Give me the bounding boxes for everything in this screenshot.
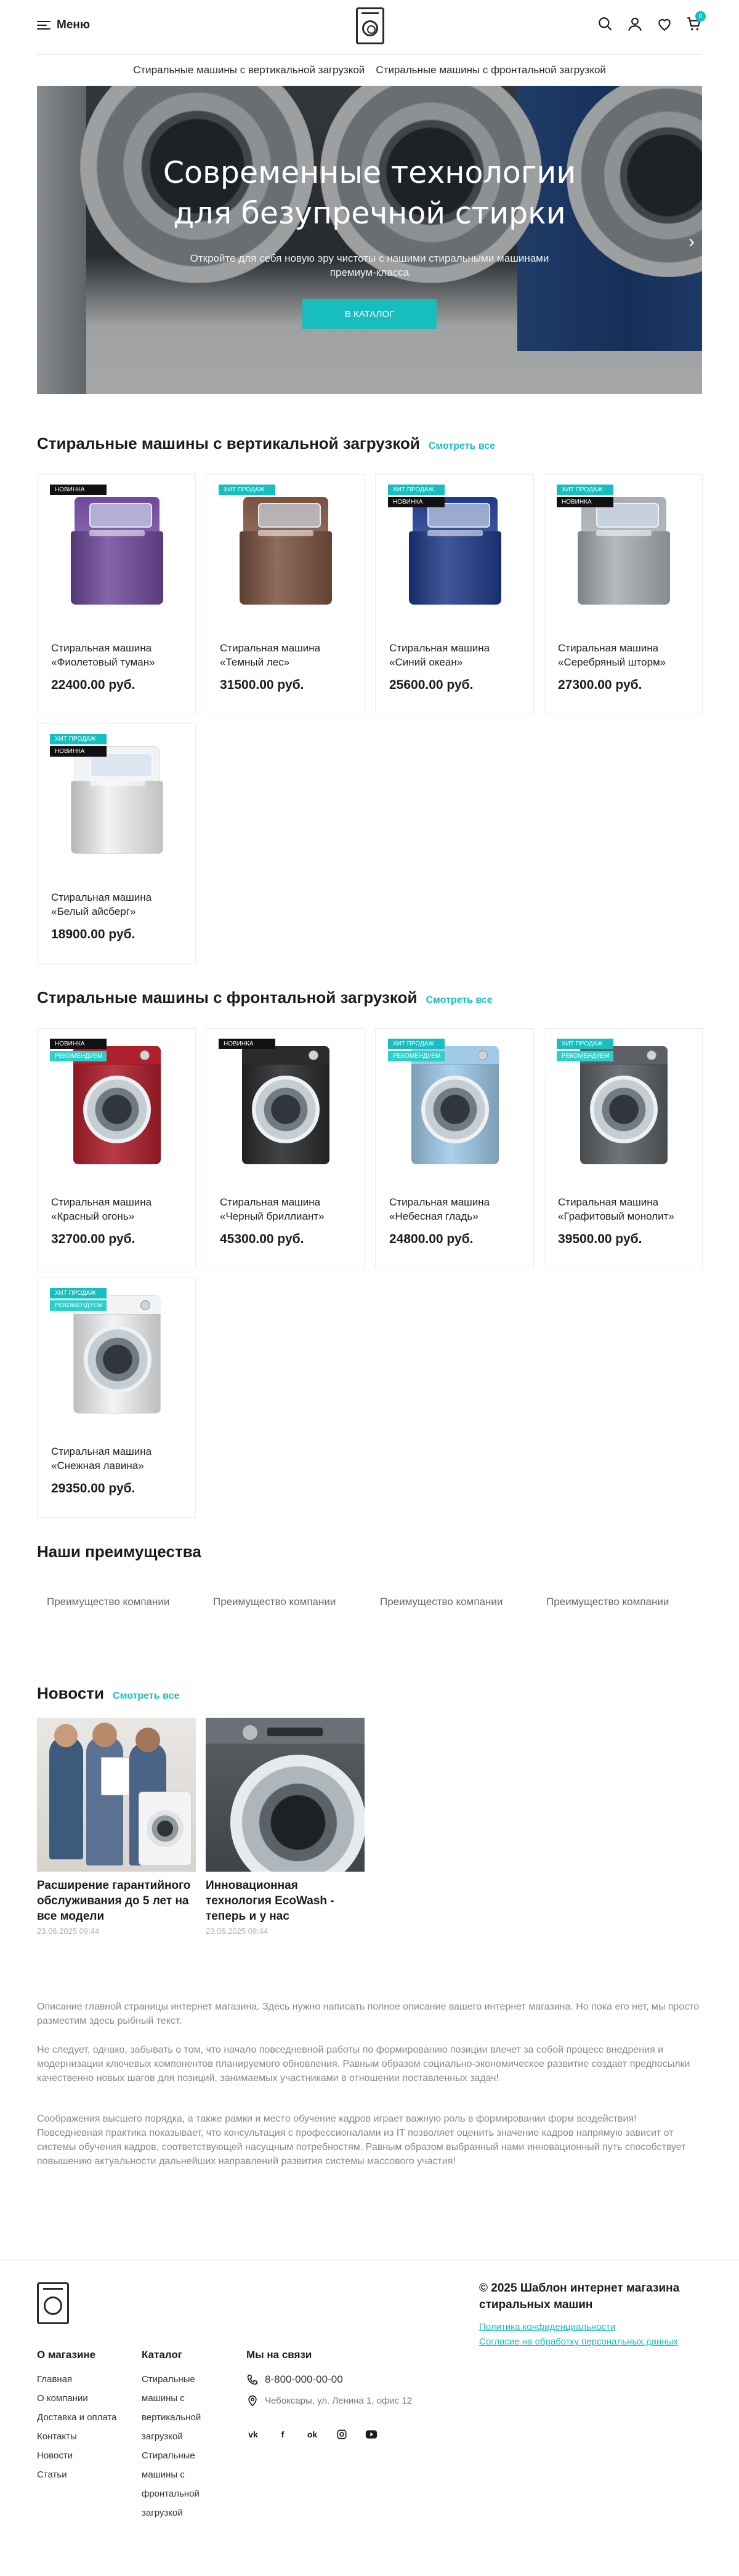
badge-hit: ХИТ ПРОДАЖ [219,485,275,495]
news-title: Новости Смотреть все [37,1684,180,1702]
news-photo [206,1718,365,1872]
cart-count-badge: 0 [695,11,706,22]
footer-link[interactable]: Статьи [37,2469,67,2480]
category-nav [37,54,702,86]
footer-logo[interactable] [37,2282,69,2324]
product-name[interactable]: Стиральная машина «Темный лес» [220,642,321,668]
product-name[interactable]: Стиральная машина «Черный бриллиант» [220,1196,325,1222]
badge-new: НОВИНКА [50,746,107,757]
product-price: 22400.00 руб. [51,678,135,692]
vertical-see-all-link[interactable]: Смотреть все [428,441,496,451]
product-image [38,724,195,878]
washing-machine-illustration [71,746,163,854]
badge-recommended: РЕКОМЕНДУЕМ [557,1051,613,1061]
washing-machine-illustration [411,1046,499,1164]
product-image [38,475,195,629]
product-image [376,1029,533,1183]
hero-banner [37,86,702,394]
search-icon[interactable] [597,16,613,32]
instagram-icon[interactable] [335,2428,349,2441]
vertical-section-title: Стиральные машины с вертикальной загрузкой Смотреть все [37,434,496,453]
washing-machine-illustration [242,1046,329,1164]
odnoklassniki-icon[interactable]: ok [307,2429,318,2439]
product-card[interactable] [375,1028,534,1268]
vk-icon[interactable]: vk [248,2429,258,2439]
product-price: 45300.00 руб. [220,1232,304,1246]
heart-icon[interactable] [656,16,672,32]
product-price: 27300.00 руб. [558,678,642,692]
menu-label: Меню [57,18,91,31]
footer-catalog-links [142,2370,209,2522]
product-image [544,1029,702,1183]
product-price: 24800.00 руб. [389,1232,474,1246]
location-icon [246,2394,259,2407]
footer-about-title: О магазине [37,2349,96,2361]
badge-hit: ХИТ ПРОДАЖ [388,1039,445,1049]
copyright: © 2025 Шаблон интернет магазина стиральных машин [479,2282,680,2311]
footer-link[interactable]: Новости [37,2450,73,2461]
badge-new: НОВИНКА [557,497,613,507]
news-item[interactable] [206,1718,365,1936]
product-name[interactable]: Стиральная машина «Белый айсберг» [51,892,152,917]
product-card[interactable] [37,1278,196,1518]
product-name[interactable]: Стиральная машина «Синий океан» [389,642,490,668]
product-price: 25600.00 руб. [389,678,474,692]
washing-machine-illustration [409,497,501,605]
privacy-link[interactable]: Политика конфиденциальности [479,2322,616,2332]
badge-hit: ХИТ ПРОДАЖ [50,1288,107,1298]
youtube-icon[interactable] [365,2428,378,2441]
product-image [206,1029,364,1183]
catalog-button[interactable]: В КАТАЛОГ [302,299,437,329]
cart-button[interactable] [686,13,703,32]
badge-new: НОВИНКА [388,497,445,507]
logo[interactable] [356,7,384,44]
product-name[interactable]: Стиральная машина «Снежная лавина» [51,1446,152,1471]
product-card[interactable] [37,1028,196,1268]
product-card[interactable] [375,474,534,714]
news-photo [37,1718,196,1872]
news-title-text: Расширение гарантийного обслуживания до 5 лет на все модели [37,1879,191,1923]
advantage-item: Преимущество компании [546,1596,669,1608]
facebook-icon[interactable]: f [281,2429,285,2439]
badge-recommended: РЕКОМЕНДУЕМ [50,1051,107,1061]
front-section-title: Стиральные машины с фронтальной загрузкой Смотреть все [37,988,493,1007]
badge-hit: ХИТ ПРОДАЖ [50,734,107,744]
user-icon[interactable] [627,16,643,32]
product-card[interactable] [37,723,196,964]
badge-hit: ХИТ ПРОДАЖ [557,1039,613,1049]
product-card[interactable] [544,474,703,714]
footer-link[interactable]: О компании [37,2393,88,2404]
product-price: 39500.00 руб. [558,1232,642,1246]
footer-about-links [37,2370,135,2484]
product-name[interactable]: Стиральная машина «Графитовый монолит» [558,1196,674,1222]
menu-button[interactable] [37,18,90,32]
description-paragraph: Описание главной страницы интернет магазина. Здесь нужно написать полное описание вашего интернет магазина. Но пока его нет, мы просто разместим здесь рыбный текст. [37,2002,700,2026]
footer-contacts-title: Мы на связи [246,2349,312,2361]
footer-address: Чебоксары, ул. Ленина 1, офис 12 [246,2394,412,2407]
washing-machine-illustration [578,497,670,605]
site-header [37,0,702,54]
washing-machine-illustration [73,1295,161,1414]
hero-title: Современные технологии для безупречной стирки [163,155,576,231]
advantage-item: Преимущество компании [47,1596,170,1608]
footer-catalog-title: Каталог [142,2349,182,2361]
product-card[interactable] [544,1028,703,1268]
consent-link[interactable]: Согласие на обработку персональных данных [479,2337,678,2347]
badge-new: НОВИНКА [50,485,107,495]
burger-icon [37,20,50,30]
badge-new: НОВИНКА [219,1039,275,1049]
product-card[interactable] [206,474,365,714]
news-title-text: Инновационная технология EcoWash - теперь и у нас [206,1879,334,1923]
washing-machine-illustration [73,1046,161,1164]
badge-new: НОВИНКА [50,1039,107,1049]
badge-recommended: РЕКОМЕНДУЕМ [50,1300,107,1311]
footer-link[interactable]: Стиральные машины с вертикальной загрузкой [142,2374,201,2442]
product-price: 32700.00 руб. [51,1232,135,1246]
product-name[interactable]: Стиральная машина «Небесная гладь» [389,1196,490,1222]
product-name[interactable]: Стиральная машина «Серебряный шторм» [558,642,666,668]
badge-hit: ХИТ ПРОДАЖ [557,485,613,495]
front-see-all-link[interactable]: Смотреть все [426,995,493,1005]
footer-phone[interactable]: 8-800-000-00-00 [246,2373,343,2386]
washing-machine-illustration [240,497,332,605]
hero-subtitle: Откройте для себя новую эру чистоты с нашими стиральными машинами премиум-класса [190,252,549,278]
washing-machine-illustration [580,1046,668,1164]
chevron-right-icon[interactable]: › [689,231,695,252]
nav-vertical-link[interactable]: Стиральные машины с вертикальной загрузкой [133,64,365,76]
description-paragraph: Соображения высшего порядка, а также рамки и место обучение кадров играет важную роль в формировании форм воздействия! Повседневная практика показывает, что консультация с профессионалами из IT позволяет оценить значение кадров напрямую зависит от системы обучения кадров, соответствующей насущным потребностям. Равным образом выбранный нами инновационный путь способствует повышению актуальности дальнейших направлений развития системы массового участия! [37,2114,686,2167]
product-image [38,1029,195,1183]
news-see-all-link[interactable]: Смотреть все [113,1691,180,1701]
news-date: 23.06.2025 09:44 [37,1926,100,1936]
product-card[interactable] [206,1028,365,1268]
advantage-item: Преимущество компании [213,1596,336,1608]
product-image [38,1278,195,1432]
advantage-item: Преимущество компании [380,1596,503,1608]
product-name[interactable]: Стиральная машина «Фиолетовый туман» [51,642,155,668]
news-date: 23.06.2025 09:44 [206,1926,269,1936]
advantages-title: Наши преимущества [37,1542,201,1561]
product-image [544,475,702,629]
product-name[interactable]: Стиральная машина «Красный огонь» [51,1196,152,1222]
product-price: 18900.00 руб. [51,927,135,941]
phone-icon [246,2373,259,2386]
product-price: 29350.00 руб. [51,1481,135,1495]
nav-front-link[interactable]: Стиральные машины с фронтальной загрузкой [376,64,606,76]
description-paragraph: Не следует, однако, забывать о том, что начало повседневной работы по формированию позиции влечет за собой процесс внедрения и модернизации ключевых компонентов планируемого обновления. Равным образом социально-экономическое развитие создает предпосылки качественно новых шагов для позиций, занимаемых участниками в отношении поставленных задач! [37,2045,690,2083]
product-image [376,475,533,629]
product-card[interactable] [37,474,196,714]
social-links [246,2428,378,2441]
footer-link[interactable]: Главная [37,2374,73,2385]
footer-link[interactable]: Контакты [37,2431,77,2442]
footer-link[interactable]: Доставка и оплата [37,2412,117,2423]
product-price: 31500.00 руб. [220,678,304,692]
washing-machine-illustration [71,497,163,605]
site-footer [0,2260,739,2576]
badge-recommended: РЕКОМЕНДУЕМ [388,1051,445,1061]
badge-hit: ХИТ ПРОДАЖ [388,485,445,495]
product-image [206,475,364,629]
news-item[interactable] [37,1718,196,1936]
footer-link[interactable]: Стиральные машины с фронтальной загрузкой [142,2450,200,2518]
